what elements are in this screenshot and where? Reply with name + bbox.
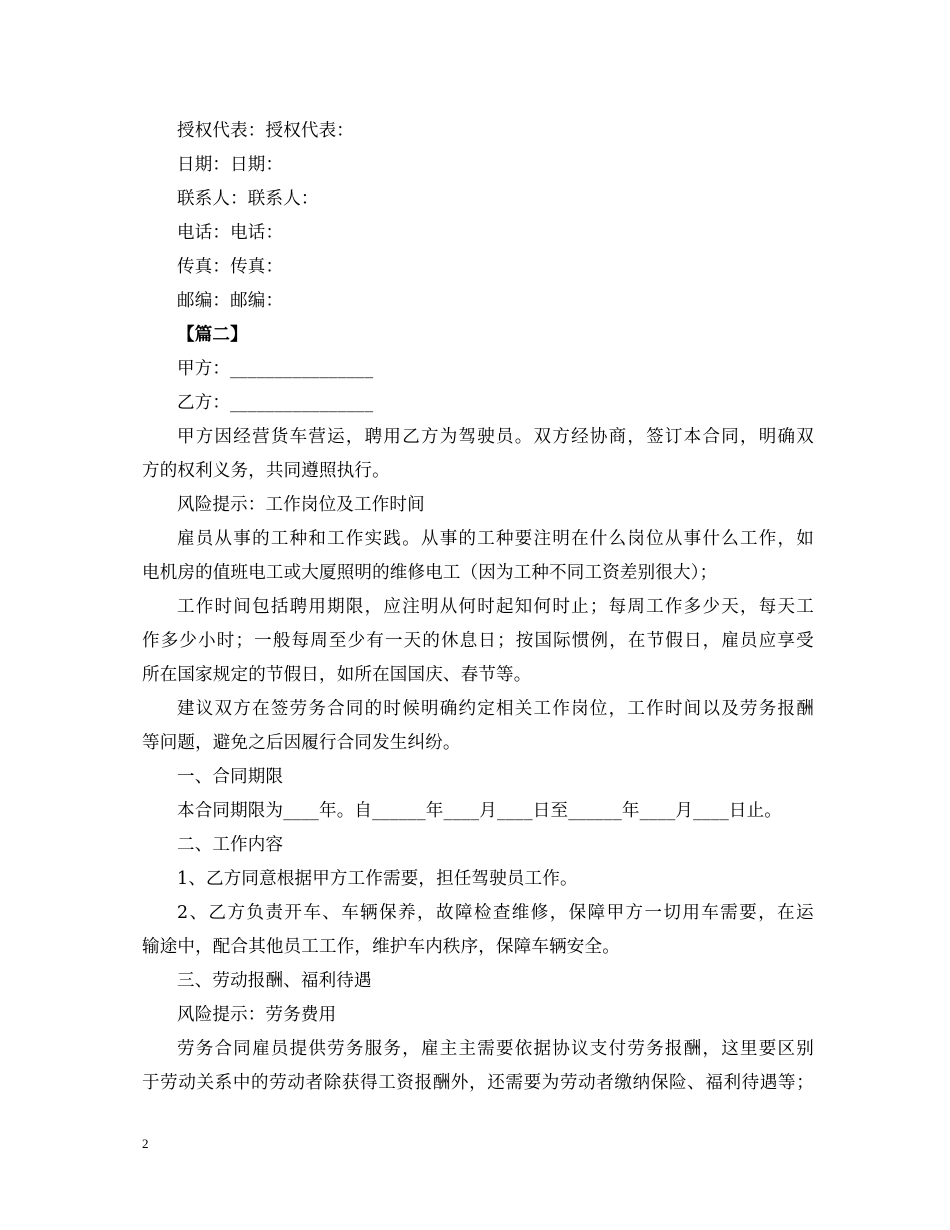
text-line: 1、乙方同意根据甲方工作需要，担任驾驶员工作。 — [177, 869, 578, 889]
text-line: 日期：日期： — [177, 155, 284, 175]
text-line: 电话：电话： — [177, 223, 284, 243]
text-line — [142, 590, 814, 624]
text-line: 乙方：________________ — [177, 393, 374, 413]
text-line: 授权代表：授权代表： — [177, 121, 354, 141]
text-line: 所在国家规定的节假日，如所在国国庆、春节等。 — [142, 665, 532, 685]
text-line: 三、劳动报酬、福利待遇 — [177, 971, 372, 991]
text-line-content: 甲 方 因 经 营 货 车 营 运 ， 聘 用 乙 方 为 驾 驶 员 。 双 方 经 协 商 ， 签 订 本 合 同 ， 明 确 双 — [177, 427, 814, 447]
text-line-content: 雇 员 从 事 的 工 种 和 工 作 实 践 。 从 事 的 工 种 要 注 明 在 什 么 岗 位 从 事 什 么 工 作 ， 如 — [177, 529, 814, 549]
text-line: 等问题，避免之后因履行合同发生纠纷。 — [142, 733, 461, 753]
text-line — [142, 692, 814, 726]
text-line-content: 作 多 少 小 时 ； 一 般 每 周 至 少 有 一 天 的 休 息 日 ； 按 国 际 惯 例 ， 在 节 假 日 ， 雇 员 应 享 受 — [142, 631, 814, 651]
text-line: 【篇二】 — [177, 325, 248, 345]
text-line-content: 劳 务 合 同 雇 员 提 供 劳 务 服 务 ， 雇 主 主 需 要 依 据 协 议 支 付 劳 务 报 酬 ， 这 里 要 区 别 — [177, 1039, 814, 1059]
text-line: 风险提示：劳务费用 — [177, 1005, 337, 1025]
text-line: 电机房的值班电工或大厦照明的维修电工（因为工种不同工资差别很大）； — [142, 563, 718, 583]
text-line — [142, 896, 814, 930]
text-line: 方的权利义务，共同遵照执行。 — [142, 461, 390, 481]
text-line — [142, 1066, 814, 1100]
page-number: 2 — [142, 1136, 149, 1151]
text-line: 本合同期限为____年。自______年____月____日至______年____月____日止。 — [177, 801, 782, 821]
text-line-content: 工 作 时 间 包 括 聘 用 期 限 ， 应 注 明 从 何 时 起 知 何 时 止 ； 每 周 工 作 多 少 天 ， 每 天 工 — [177, 597, 814, 617]
text-line: 传真：传真： — [177, 257, 284, 277]
text-line — [142, 522, 814, 556]
text-line: 联系人：联系人： — [177, 189, 319, 209]
text-line — [142, 420, 814, 454]
text-line: 邮编：邮编： — [177, 291, 284, 311]
text-line: 甲方：________________ — [177, 359, 374, 379]
text-line-content: 建 议 双 方 在 签 劳 务 合 同 的 时 候 明 确 约 定 相 关 工 作 岗 位 ， 工 作 时 间 以 及 劳 务 报 酬 — [177, 699, 814, 719]
text-line: 一、合同期限 — [177, 767, 284, 787]
text-line-content: 2 、 乙 方 负 责 开 车 、 车 辆 保 养 ， 故 障 检 查 维 修 ， 保 障 甲 方 一 切 用 车 需 要 ， 在 运 — [177, 903, 814, 923]
text-line: 输途中，配合其他员工工作，维护车内秩序，保障车辆安全。 — [142, 937, 620, 957]
text-line — [142, 624, 814, 658]
text-line-content: 于 劳 动 关 系 中 的 劳 动 者 除 获 得 工 资 报 酬 外 ， 还 需 要 为 劳 动 者 缴 纳 保 险 、 福 利 待 遇 等 ； — [142, 1073, 814, 1093]
text-line: 风险提示：工作岗位及工作时间 — [177, 495, 425, 515]
text-line: 二、工作内容 — [177, 835, 284, 855]
document-body — [142, 114, 814, 1100]
text-line — [142, 1032, 814, 1066]
